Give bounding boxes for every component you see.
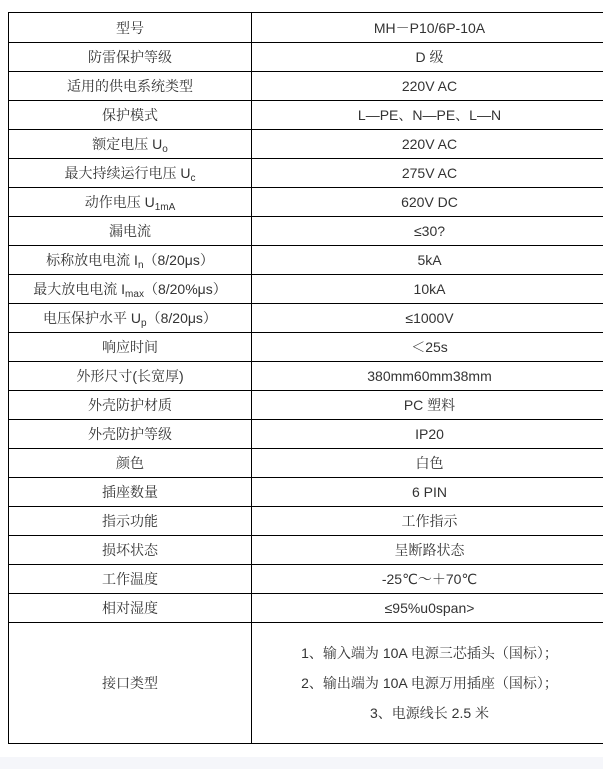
row-label bbox=[9, 72, 252, 101]
row-value: D 级 bbox=[252, 43, 603, 72]
row-label-subscript: p bbox=[141, 318, 147, 329]
table-row bbox=[9, 536, 603, 565]
table-row bbox=[9, 449, 603, 478]
row-label bbox=[9, 101, 252, 130]
row-label bbox=[9, 507, 252, 536]
table-row bbox=[9, 130, 603, 159]
table-row bbox=[9, 217, 603, 246]
row-value bbox=[252, 623, 603, 744]
table-row bbox=[9, 275, 603, 304]
row-value: 380mm60mm38mm bbox=[252, 362, 603, 391]
row-value: 10kA bbox=[252, 275, 603, 304]
row-label-text: 外形尺寸(长宽厚) bbox=[76, 368, 184, 384]
table-row bbox=[9, 304, 603, 333]
row-value: 275V AC bbox=[252, 159, 603, 188]
row-label bbox=[9, 420, 252, 449]
row-label-subscript: 1mA bbox=[154, 202, 176, 213]
row-label bbox=[9, 188, 252, 217]
row-label bbox=[9, 333, 252, 362]
value-line: 2、输出端为 10A 电源万用插座（国标）； bbox=[301, 675, 558, 691]
row-value: 620V DC bbox=[252, 188, 603, 217]
table-row bbox=[9, 159, 603, 188]
table-row bbox=[9, 478, 603, 507]
row-value: ≤1000V bbox=[252, 304, 603, 333]
row-label-text: 指示功能 bbox=[102, 513, 158, 529]
row-label bbox=[9, 159, 252, 188]
row-label-text: 工作温度 bbox=[102, 571, 158, 587]
row-label-text: 最大持续运行电压 U bbox=[64, 165, 191, 181]
value-line: 3、电源线长 2.5 米 bbox=[369, 705, 490, 721]
row-value: PC 塑料 bbox=[252, 391, 603, 420]
table-row bbox=[9, 333, 603, 362]
row-label-subscript: c bbox=[190, 173, 196, 184]
table-row bbox=[9, 420, 603, 449]
table-row bbox=[9, 188, 603, 217]
row-label-text: 最大放电电流 I bbox=[33, 281, 126, 297]
row-label-text: 型号 bbox=[116, 19, 144, 36]
row-label-suffix: （8/20μs） bbox=[146, 310, 217, 326]
row-value: 白色 bbox=[252, 449, 603, 478]
spec-table bbox=[8, 12, 603, 744]
row-label-text: 插座数量 bbox=[102, 484, 158, 500]
table-row bbox=[9, 594, 603, 623]
row-label bbox=[9, 304, 252, 333]
row-label-text: 漏电流 bbox=[109, 223, 151, 239]
row-value: ≤30? bbox=[252, 217, 603, 246]
table-row bbox=[9, 101, 603, 130]
value-line: 1、输入端为 10A 电源三芯插头（国标）； bbox=[301, 645, 558, 661]
row-label-text: 动作电压 U bbox=[84, 194, 155, 210]
row-label-text: 防雷保护等级 bbox=[88, 49, 172, 65]
table-row bbox=[9, 623, 603, 744]
row-label bbox=[9, 43, 252, 72]
row-label-text: 保护模式 bbox=[102, 107, 158, 123]
row-value: 呈断路状态 bbox=[252, 536, 603, 565]
table-row bbox=[9, 246, 603, 275]
row-label-text: 外壳防护材质 bbox=[88, 397, 172, 413]
row-label bbox=[9, 623, 252, 744]
row-value: 220V AC bbox=[252, 72, 603, 101]
row-label-text: 接口类型 bbox=[102, 675, 158, 691]
row-value: ＜25s bbox=[252, 333, 603, 362]
spec-table-body bbox=[9, 13, 603, 744]
row-label-subscript: o bbox=[162, 144, 168, 155]
row-value: 工作指示 bbox=[252, 507, 603, 536]
row-label bbox=[9, 391, 252, 420]
row-label-text: 电压保护水平 U bbox=[43, 310, 142, 326]
row-label bbox=[9, 246, 252, 275]
row-label-subscript: max bbox=[125, 289, 144, 300]
row-label bbox=[9, 536, 252, 565]
row-label-text: 额定电压 U bbox=[92, 136, 163, 152]
row-value: MH－P10/6P-10A bbox=[252, 13, 603, 43]
table-row bbox=[9, 507, 603, 536]
table-row bbox=[9, 43, 603, 72]
table-row bbox=[9, 565, 603, 594]
row-label-subscript: n bbox=[137, 260, 144, 271]
row-value: L—PE、N—PE、L—N bbox=[252, 101, 603, 130]
row-label bbox=[9, 275, 252, 304]
row-value: ≤95%u0span> bbox=[252, 594, 603, 623]
row-label-suffix: （8/20%μs） bbox=[143, 281, 227, 297]
row-value: IP20 bbox=[252, 420, 603, 449]
row-label-text: 标称放电电流 I bbox=[46, 252, 138, 268]
row-label bbox=[9, 594, 252, 623]
row-label-text: 外壳防护等级 bbox=[88, 426, 172, 442]
row-value: 220V AC bbox=[252, 130, 603, 159]
row-label bbox=[9, 478, 252, 507]
table-row bbox=[9, 391, 603, 420]
row-label bbox=[9, 217, 252, 246]
table-row bbox=[9, 72, 603, 101]
row-label-text: 颜色 bbox=[116, 455, 144, 471]
row-value: 5kA bbox=[252, 246, 603, 275]
table-row bbox=[9, 362, 603, 391]
footer-strip bbox=[0, 757, 603, 769]
row-value: -25℃～＋70℃ bbox=[252, 565, 603, 594]
row-label bbox=[9, 130, 252, 159]
row-label bbox=[9, 13, 252, 43]
row-label bbox=[9, 449, 252, 478]
row-label-text: 响应时间 bbox=[102, 339, 158, 355]
table-row bbox=[9, 13, 603, 43]
row-label-text: 适用的供电系统类型 bbox=[67, 78, 193, 94]
row-label-text: 相对湿度 bbox=[102, 600, 158, 616]
row-label-text: 损坏状态 bbox=[102, 542, 158, 558]
row-label-suffix: （8/20μs） bbox=[143, 252, 214, 268]
row-label bbox=[9, 362, 252, 391]
row-label bbox=[9, 565, 252, 594]
row-value: 6 PIN bbox=[252, 478, 603, 507]
